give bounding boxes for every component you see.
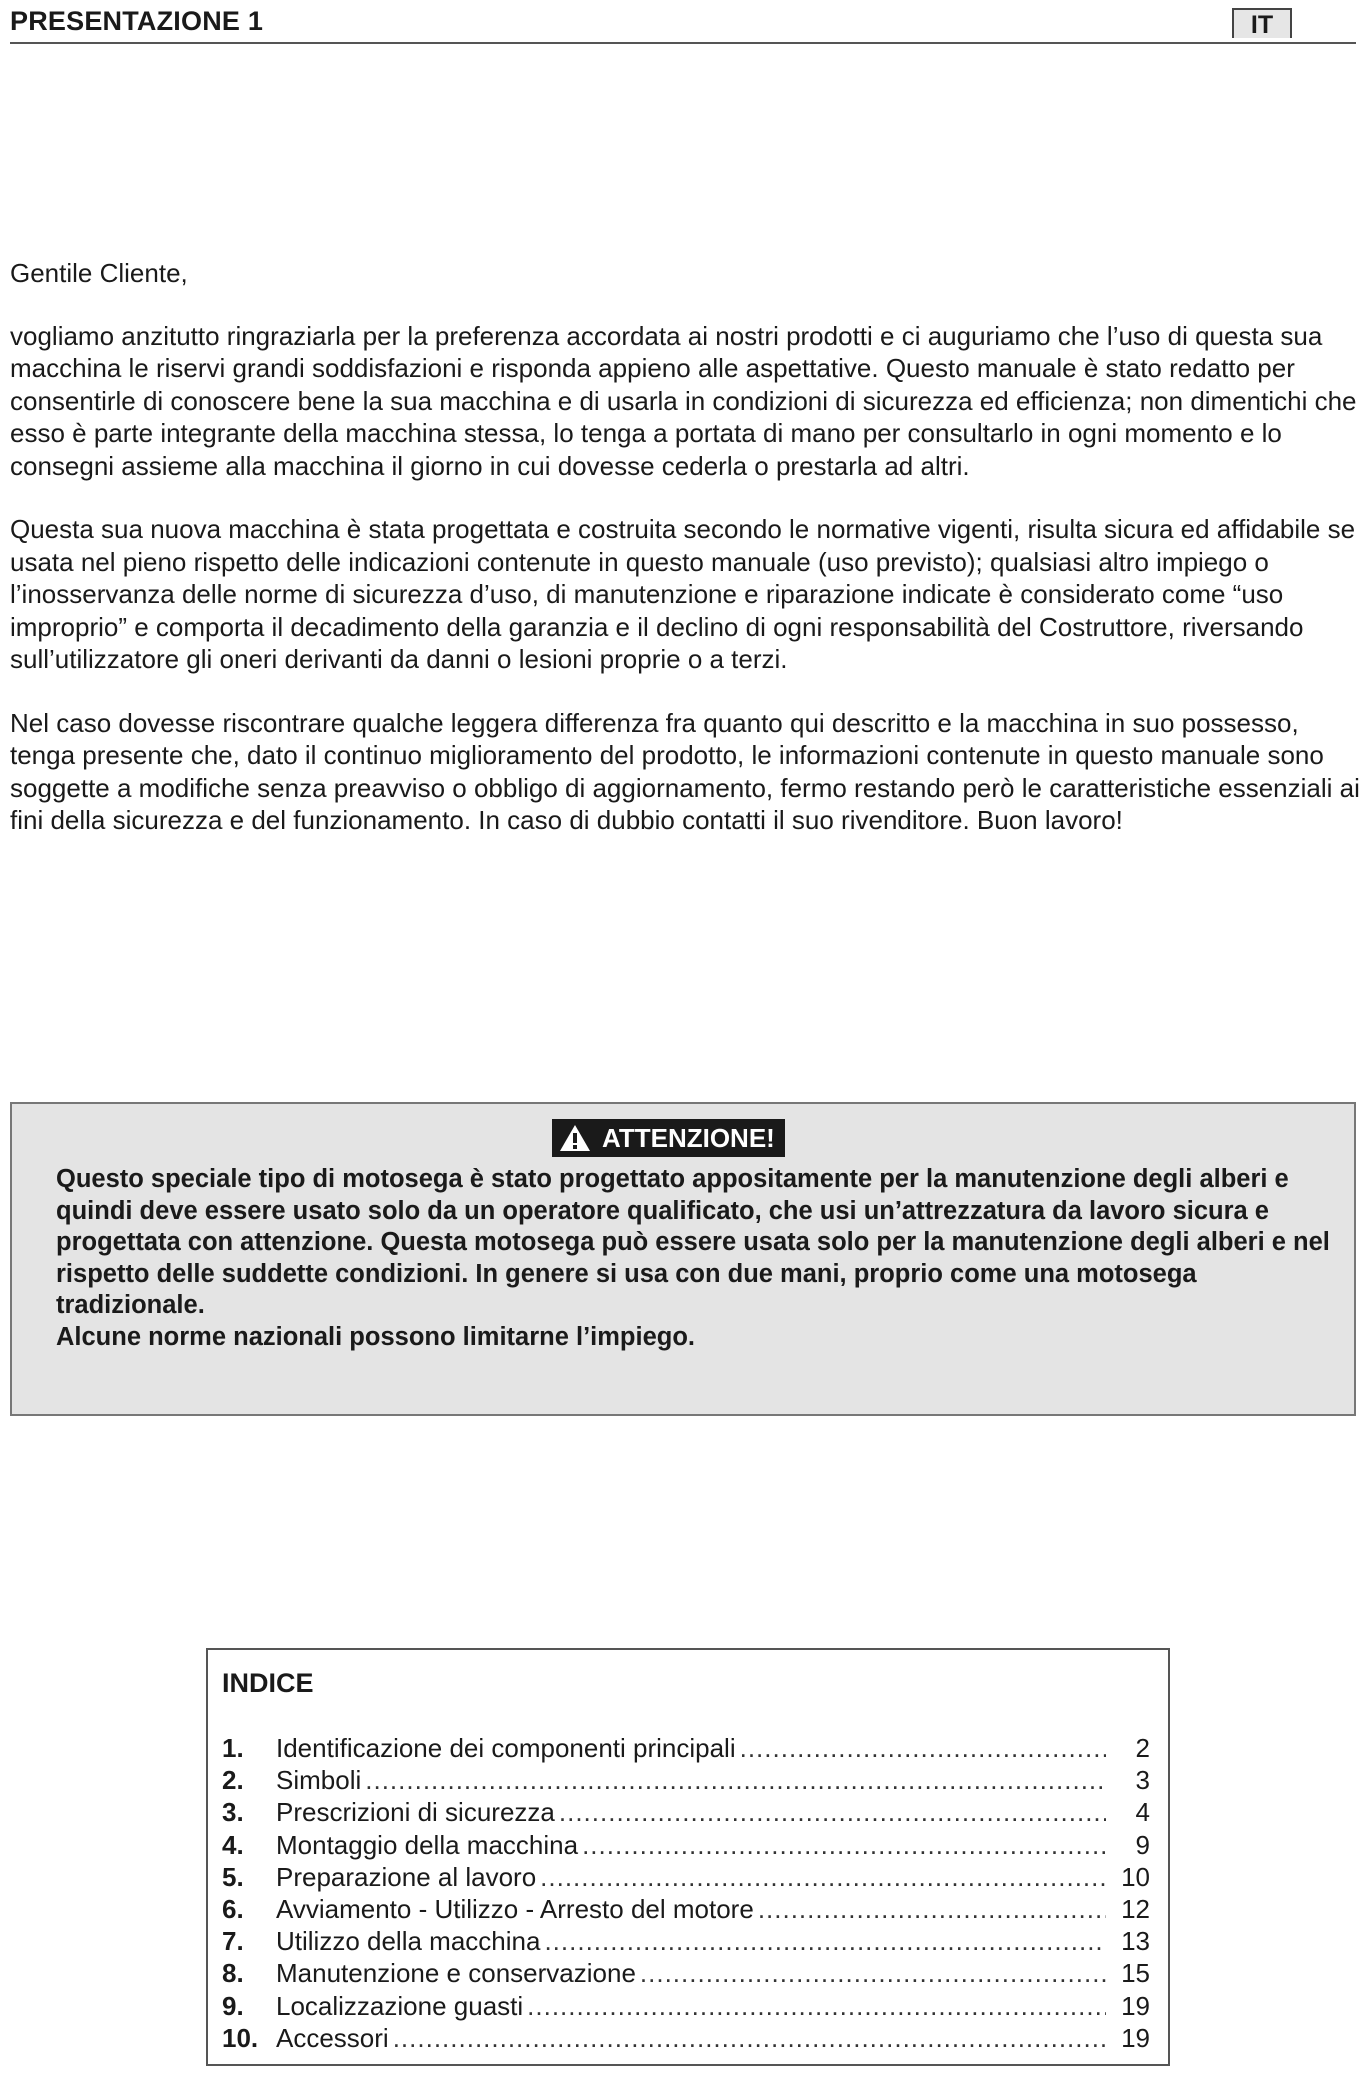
- warning-text: [56, 1164, 1336, 1353]
- toc-item-label: Accessori: [276, 2022, 389, 2053]
- toc-item-label: Simboli: [276, 1765, 362, 1796]
- toc-item-label: Localizzazione guasti: [276, 1990, 524, 2021]
- intro-paragraph: vogliamo anzitutto ringraziarla per la preferenza accordata ai nostri prodotti e ci auguriamo che l’uso di questa sua macchina le riservi grandi soddisfazioni e risponda appieno alle aspettative. Questo manuale è stato redatto per consentirle di conoscere bene la sua macchina e di usarla in condizioni di sicurezza ed efficienza; non dimentichi che esso è parte integrante della macchina stessa, lo tenga a portata di mano per consultarlo in ogni momento e lo consegni assieme alla macchina il giorno in cui dovesse cederla o prestarla ad altri.: [10, 320, 1357, 481]
- toc-item-number: 4.: [222, 1829, 244, 1860]
- warning-body: Questo speciale tipo di motosega è stato progettato appositamente per la manutenzione degli alberi e quindi deve essere usato solo da un operatore qualificato, che usi un’attrezzatura da lavoro sicura e progettata con attenzione. Questa motosega può essere usata solo per la manutenzione degli alberi e nel rispetto delle suddette condizioni. In genere si usa con due mani, proprio come una motosega tradizionale.: [56, 1165, 1330, 1319]
- toc-leader-dots: [758, 1893, 1106, 1925]
- warning-box: [10, 1102, 1356, 1416]
- toc-item-page: 19: [1121, 1990, 1150, 2021]
- toc-item-label: Prescrizioni di sicurezza: [276, 1797, 555, 1828]
- greeting: Gentile Cliente,: [10, 258, 188, 288]
- toc-title: INDICE: [222, 1668, 314, 1698]
- toc-item-number: 3.: [222, 1797, 244, 1828]
- toc-item[interactable]: [222, 1990, 1150, 2022]
- warning-triangle-icon: [558, 1123, 592, 1153]
- toc-item-page: 10: [1121, 1861, 1150, 1892]
- toc-item-page: 15: [1121, 1958, 1150, 1989]
- toc-item-label: Avviamento - Utilizzo - Arresto del motore: [276, 1893, 754, 1924]
- toc-item[interactable]: [222, 1732, 1150, 1764]
- warning-note: Alcune norme nazionali possono limitarne l’impiego.: [56, 1322, 696, 1351]
- toc-item-page: 2: [1135, 1733, 1150, 1763]
- toc-item-page: 3: [1135, 1765, 1150, 1796]
- toc-item-page: 19: [1121, 2022, 1150, 2053]
- toc-leader-dots: [540, 1861, 1106, 1893]
- toc-leader-dots: [544, 1925, 1106, 1957]
- toc-item-page: 13: [1121, 1926, 1150, 1957]
- toc-item-number: 5.: [222, 1861, 244, 1892]
- toc-item-number: 9.: [222, 1990, 244, 2021]
- toc-item-number: 1.: [222, 1733, 244, 1763]
- toc-list: [222, 1732, 1150, 2054]
- toc-item[interactable]: [222, 1861, 1150, 1893]
- toc-item-number: 6.: [222, 1893, 244, 1924]
- toc-item-label: Identificazione dei componenti principali: [276, 1733, 736, 1763]
- toc-leader-dots: [527, 1990, 1106, 2022]
- language-badge: IT: [1232, 8, 1292, 38]
- toc-leader-dots: [559, 1796, 1106, 1828]
- intro-section: [10, 257, 1366, 868]
- page-header: [10, 0, 1356, 44]
- intro-paragraph: Questa sua nuova macchina è stata progettata e costruita secondo le normative vigenti, risulta sicura ed affidabile se usata nel pieno rispetto delle indicazioni contenute in questo manuale (uso previsto); qualsiasi altro impiego o l’inosservanza delle norme di sicurezza d’uso, di manutenzione e riparazione indicate è considerato come “uso improprio” e comporta il decadimento della garanzia e il declino di ogni responsabilità del Costruttore, riversando sull’utilizzatore gli oneri derivanti da danni o lesioni proprie o a terzi.: [10, 514, 1356, 674]
- toc-item[interactable]: [222, 2022, 1150, 2054]
- toc-leader-dots: [582, 1829, 1106, 1861]
- table-of-contents: [206, 1648, 1170, 2066]
- toc-item[interactable]: [222, 1829, 1150, 1861]
- toc-item-number: 8.: [222, 1958, 244, 1989]
- toc-item[interactable]: [222, 1796, 1150, 1828]
- toc-item-label: Utilizzo della macchina: [276, 1926, 541, 1957]
- intro-paragraph: Nel caso dovesse riscontrare qualche leggera differenza fra quanto qui descritto e la macchina in suo possesso, tenga presente che, dato il continuo miglioramento del prodotto, le informazioni contenute in questo manuale sono soggette a modifiche senza preavviso o obbligo di aggiornamento, fermo restando però le caratteristiche essenziali ai fini della sicurezza e del funzionamento. In caso di dubbio contatti il suo rivenditore. Buon lavoro!: [10, 707, 1360, 835]
- toc-item-label: Manutenzione e conservazione: [276, 1958, 636, 1989]
- toc-item-label: Preparazione al lavoro: [276, 1861, 537, 1892]
- toc-leader-dots: [365, 1764, 1106, 1796]
- toc-leader-dots: [393, 2022, 1106, 2054]
- toc-item-number: 7.: [222, 1926, 244, 1957]
- toc-item[interactable]: [222, 1925, 1150, 1957]
- toc-item[interactable]: [222, 1764, 1150, 1796]
- toc-item[interactable]: [222, 1957, 1150, 1989]
- toc-item-number: 10.: [222, 2022, 259, 2053]
- toc-leader-dots: [740, 1732, 1106, 1764]
- toc-item-page: 12: [1121, 1893, 1150, 1924]
- warning-label-text: ATTENZIONE!: [602, 1122, 775, 1153]
- page-title: PRESENTAZIONE 1: [10, 6, 264, 36]
- toc-item-number: 2.: [222, 1765, 244, 1796]
- toc-item-label: Montaggio della macchina: [276, 1829, 579, 1860]
- toc-item-page: 4: [1135, 1797, 1150, 1828]
- toc-item[interactable]: [222, 1893, 1150, 1925]
- warning-label: [552, 1119, 785, 1157]
- toc-item-page: 9: [1135, 1829, 1150, 1860]
- toc-leader-dots: [640, 1957, 1106, 1989]
